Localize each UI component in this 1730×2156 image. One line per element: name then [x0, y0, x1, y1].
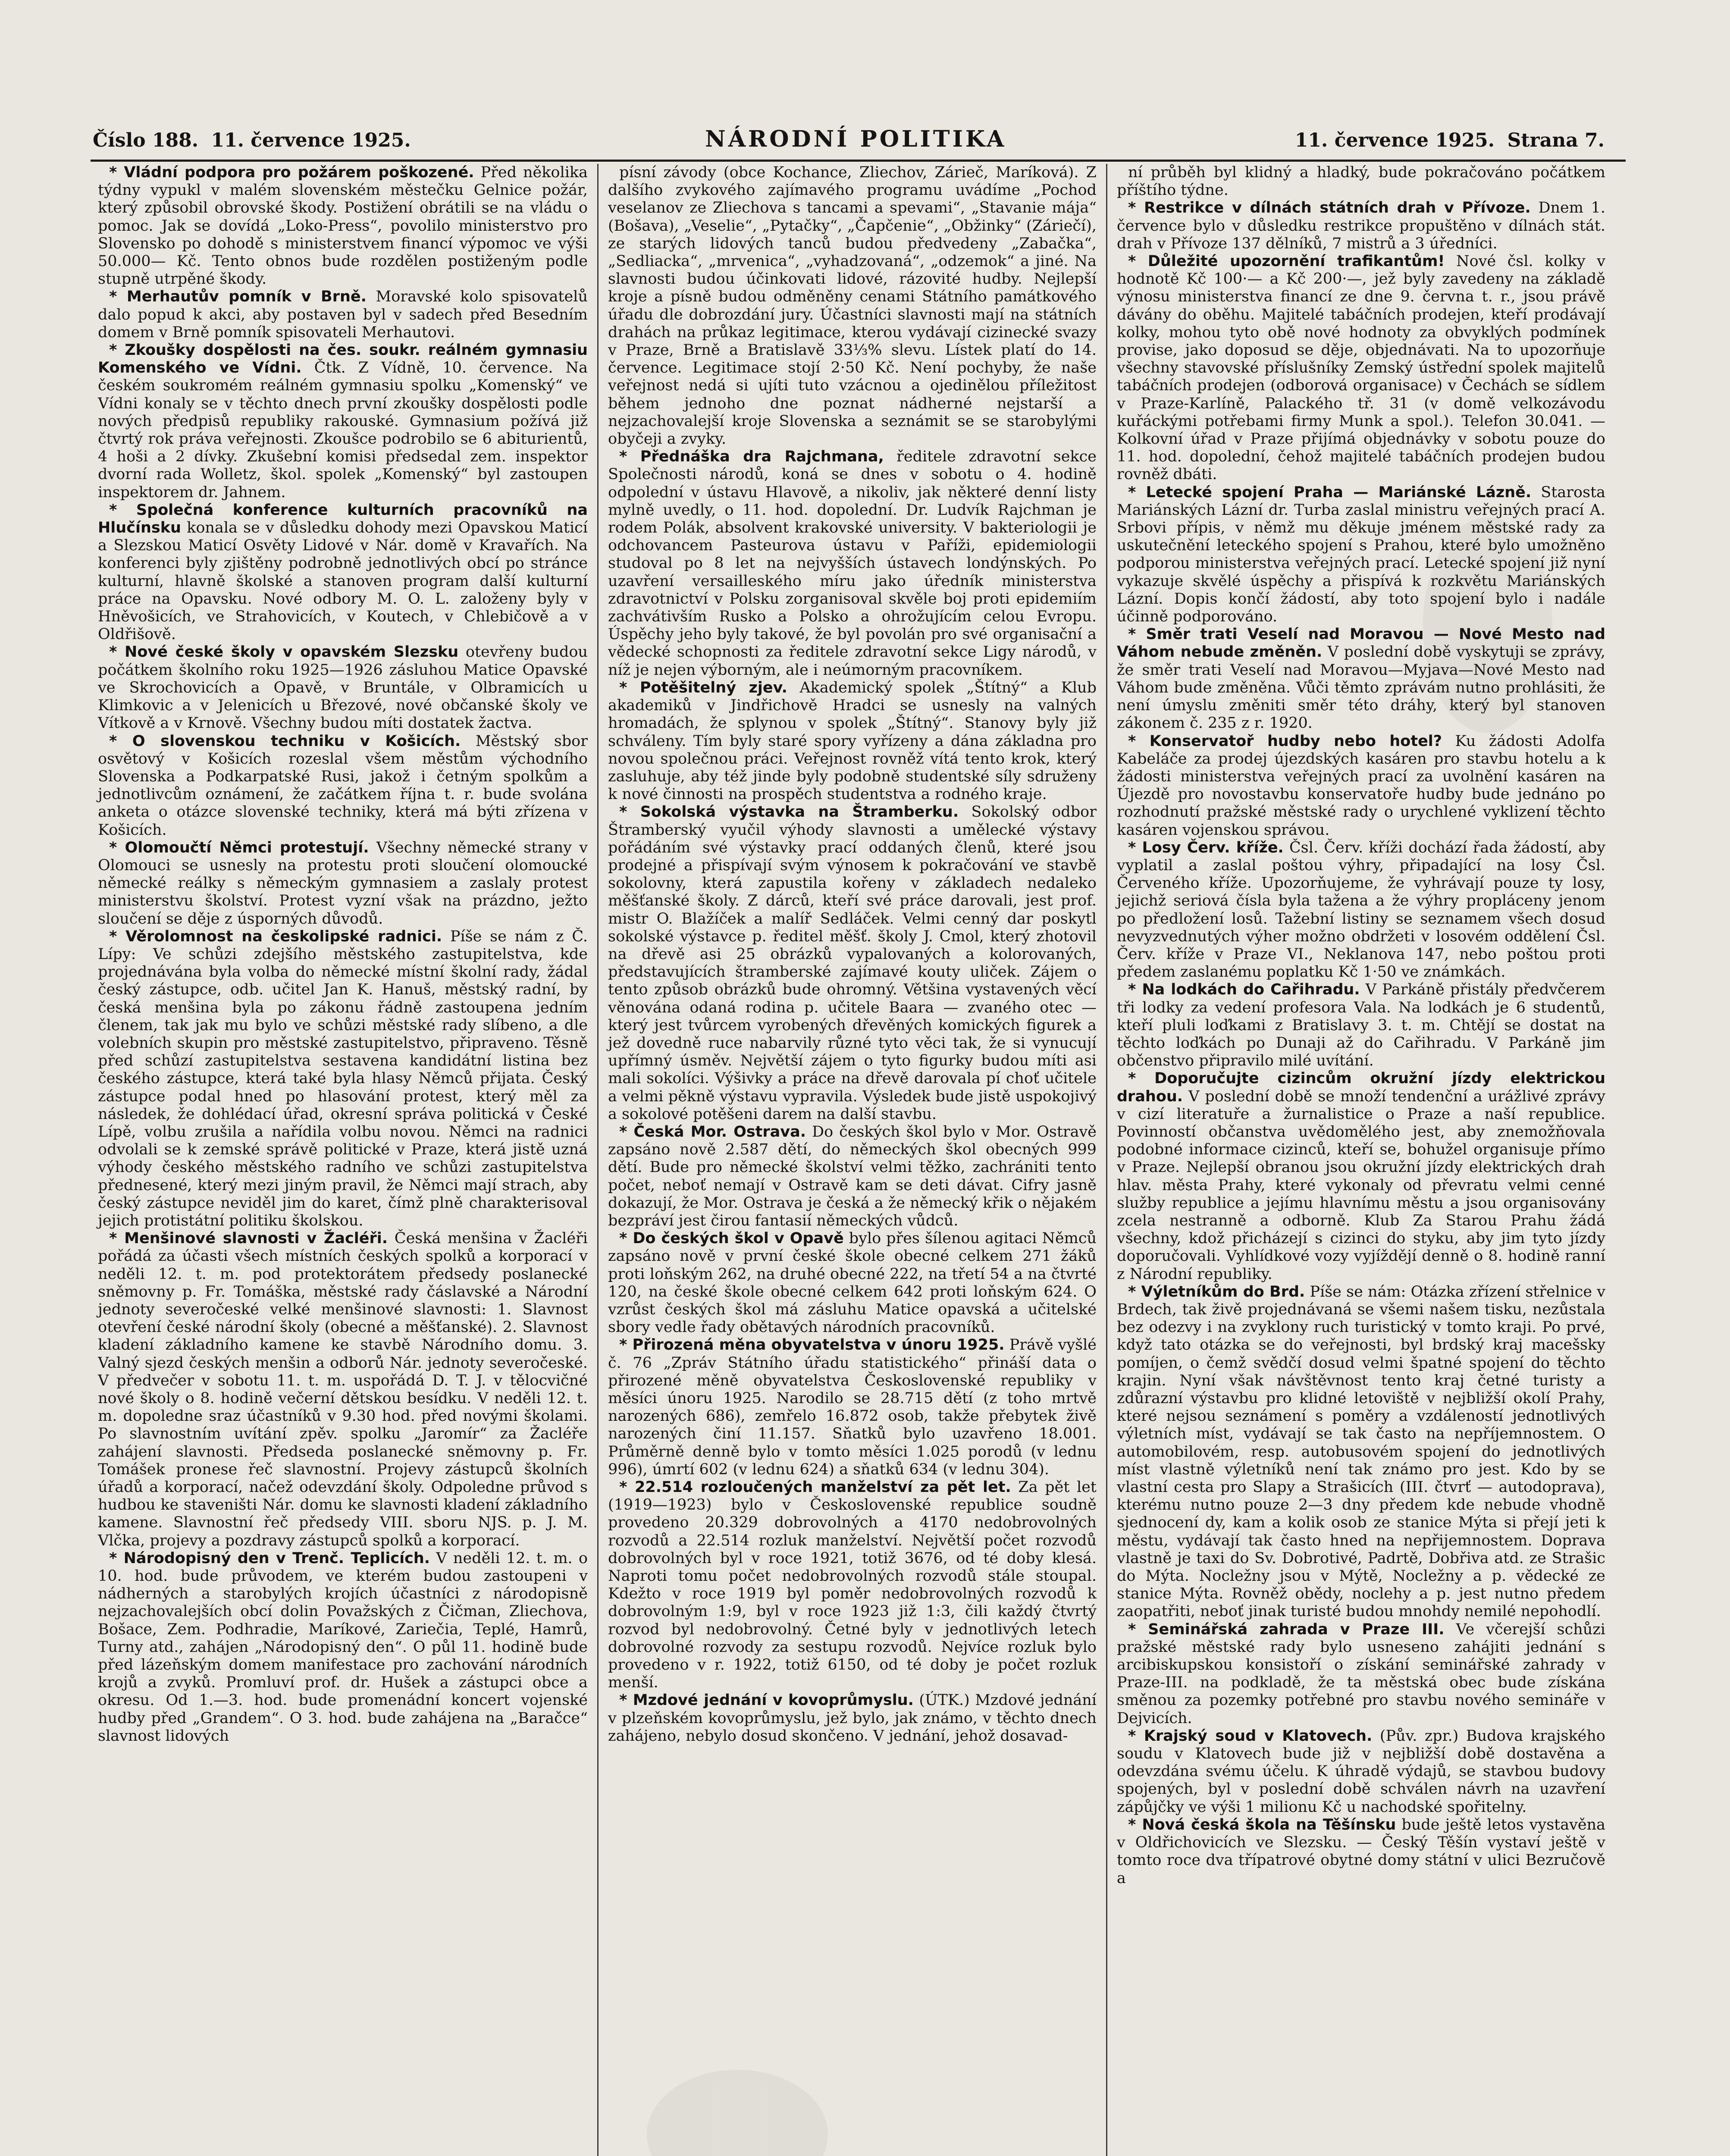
news-item [1117, 1283, 1605, 1621]
news-item-text: Starosta Mariánských Lázní dr. Turba zaslal ministru veřejných prací A. Srbovi přípis, v němž mu děkuje jménem městské rady za uskutečnění leteckého spojení s Prahou, které bylo umožněno podporou ministerstva veřejných prací. Letecké spojení již nyní vykazuje skvělé úspěchy a přispívá k rozkvětu Mariánských Lázní. Dopis končí žádostí, aby toto spojení bylo i nadále účinně podporováno. [1117, 483, 1605, 626]
column-1 [88, 164, 597, 2156]
news-item [1117, 484, 1605, 626]
news-item-text: Akademický spolek „Štítný“ a Klub akademiků v Jindřichově Hradci se usnesly na valných hromadách, že splynou v spolek „Štítný“. Stanovy byly již schváleny. Tím byly staré spory vyřízeny a dána základna pro novou společnou práci. Veřejnost rovněž vítá tento krok, který zasluhuje, aby též jinde byly podobně studentské síly sdruženy k nové činnosti na prospěch studentstva a rodného kraje. [608, 679, 1097, 803]
news-item-text: (Pův. zpr.) Budova krajského soudu v Klatovech bude již v nejbližší době dostavěna a odevzdána svému účelu. K úhradě výdajů, se stavbou budovy spojených, byl v poslední době schválen návrh na uzavření zápůjčky ve výši 1 milionu Kč u nachodské spořitelny. [1117, 1727, 1605, 1816]
news-item-title: * Sokolská výstavka na Štramberku. [619, 803, 959, 821]
news-item-text: Před několika týdny vypukl v malém slovenském městečku Gelnice požár, který způsobil obrovské škody. Postižení obrátili se na vládu o pomoc. Jak se dovídá „Loko-Press“, povolilo ministerstvo pro Slovensko po dohodě s ministerstvem financí výpomoc ve výši 50.000— Kč. Tento obnos bude rozdělen postiženým podle stupně utrpěné škody. [98, 164, 588, 288]
header-right [1295, 129, 1611, 151]
news-item-text: Dnem 1. července bylo v důsledku restrikce propuštěno v dílnách stát. drah v Přívoze 137 dělníků, 7 mistrů a 3 úředníci. [1117, 199, 1605, 252]
news-item-title: * Věrolomnost na českolipské radnici. [109, 928, 442, 945]
news-item-title: * Konservatoř hudby nebo hotel? [1128, 732, 1442, 750]
news-item [608, 679, 1097, 803]
news-item-title: * Národopisný den v Trenč. Teplicích. [109, 1549, 430, 1567]
news-item [98, 928, 588, 1230]
news-item [98, 1550, 588, 1745]
news-item-text: bylo přes šílenou agitaci Němců zapsáno nově v první české škole obecné celkem 271 žáků proti loňským 262, na druhé obecné 222, na třetí 54 a na čtvrté 120, na české škole obecné celkem 642 proti loňským 624. O vzrůst českých škol má zásluhu Matice opavská a učitelské sbory vedle řady obětavých národních pracovníků. [608, 1230, 1097, 1336]
news-item-title: * Nová česká škola na Těšínsku [1128, 1816, 1396, 1833]
header-rule [91, 160, 1626, 162]
news-item-title: * Losy Červ. kříže. [1128, 839, 1284, 856]
news-item-title: * Do českých škol v Opavě [619, 1230, 844, 1247]
news-item-title: * Letecké spojení Praha — Mariánské Lázně. [1128, 483, 1532, 501]
news-item [1117, 164, 1605, 199]
page-number: Strana 7. [1507, 129, 1605, 151]
news-item [608, 1336, 1097, 1479]
header-left [93, 129, 417, 151]
news-item-text: Ku žádosti Adolfa Kabeláče za prodej újezdských kasáren pro stavbu hotelu a k žádosti ministerstva veřejných prací za uvolnění kasáren na Újezdě pro novostavbu konservatoře hudby bude jednáno po rozhodnutí pražské městské rady o urychlené vyklizení těchto kasáren vojenskou správou. [1117, 732, 1605, 839]
issue-date: 11. července 1925. [211, 129, 411, 151]
news-item [608, 1479, 1097, 1692]
news-item-title: * Vládní podpora pro požárem poškozené. [109, 164, 474, 181]
news-item-text: Moravské kolo spisovatelů dalo popud k akci, aby postaven byl v sadech před Besedním domem v Brně pomník spisovateli Merhautovi. [98, 288, 588, 341]
news-item-text: Píše se nám z Č. Lípy: Ve schůzi zdejšího městského zastupitelstva, kde projednávána byla volba do německé místní školní rady, žádal český zástupce, odb. učitel Jan K. Hanuš, městský radní, by česká menšina byla po zákonu řádně zastoupena jedním členem, tak jak mu bylo ve schůzi městské rady slíbeno, a dle volebních skupin pro městské zastupitelstvo, připraveno. Těsně před schůzí zastupitelstva sestavena kandidátní listina bez českého zástupce, která také byla hlasy Němců přijata. Český zástupce podal hned po hlasování protest, který měl za následek, že dohlédací úřad, okresní správa politická v České Lípě, volbu zrušila a nařídila volbu novou. Němci na radnici odvolali se k zemské správě politické v Praze, která jistě uzná výhody českého městského radního ve schůzi zastupitelstva přednesené, který mezi jiným pravil, že Němci mají strach, aby český zástupce neviděl jim do karet, čímž plně charakterisoval jejich protistátní politiku školskou. [98, 928, 588, 1229]
column-3 [1106, 164, 1615, 2156]
news-item [608, 164, 1097, 448]
news-item-title: * Důležité upozornění trafikantům! [1128, 253, 1445, 270]
news-item-text: V Parkáně přistály předvčerem tři lodky za vedení profesora Vala. Na lodkách je 6 studentů, kteří pluli loďkami z Bratislavy 3. t. m. Chtějí se dostat na těchto loďkách po Dunaji až do Cařihradu. V Parkáně jim občenstvo připravilo milé uvítání. [1117, 981, 1605, 1070]
news-item-text: Do českých škol bylo v Mor. Ostravě zapsáno nově 2.587 dětí, do německých škol obecných 999 dětí. Bude pro německé školství velmi těžko, zachrániti tento počet, neboť nemají v Ostravě kam se deti dávat. Cifry jasně dokazují, že Mor. Ostrava je česká a že německý křik o nějakém bezpráví jest čirou fantasií německých vůdců. [608, 1123, 1097, 1229]
column-2 [597, 164, 1106, 2156]
news-item-text: V poslední době vyskytuji se zprávy, že směr trati Veselí nad Moravou—Myjava—Nové Mesto nad Váhom bude změněna. Vůči těmto zprávám nutno prohlásiti, že není úmyslu změniti směr této dráhy, který byl stanoven zákonem č. 235 z r. 1920. [1117, 643, 1605, 732]
news-item-text: ní průběh byl klidný a hladký, bude pokračováno počátkem příštího týdne. [1117, 164, 1605, 199]
news-item-text: konala se v důsledku dohody mezi Opavskou Maticí a Slezskou Maticí Osvěty Lidové v Nár. domě v Kravařích. Na konferenci byly zjištěny podrobně jednotlivých obcí po stránce kulturní, hlavně školské a stanoven program další kulturní práce na Opavsku. Nové odbory M. O. L. založeny byly v Hněvošicích, ve Strahovicích, v Koutech, v Chlebičově a v Oldřišově. [98, 519, 588, 643]
news-item [98, 839, 588, 928]
news-item-title: * Přednáška dra Rajchmana, [619, 448, 884, 466]
news-item-title: * Směr trati Veselí nad Moravou — Nové Mesto nad Váhom nebude změněn. [1117, 626, 1605, 661]
news-item-text: V neděli 12. t. m. o 10. hod. bude průvodem, ve kterém budou zastoupeni v nádherných a starobylých krojích účastníci z národopisně nejzachovalejších obcí dolin Považských z Čičman, Zliechova, Bošace, Zem. Podhradie, Maríkové, Zariečia, Teplé, Hamrů, Turny atd., zahájen „Národopisný den“. O půl 11. hodině bude před lázeňským domem manifestace pro zachování národních krojů a zvyků. Promluví prof. dr. Hušek a zástupci obce a okresu. Od 1.—3. hod. bude promenádní koncert vojenské hudby před „Grandem“. O 3. hod. bude zahájena na „Baračce“ slavnost lidových [98, 1549, 588, 1745]
news-item [1117, 1816, 1605, 1887]
news-item-title: * Mzdové jednání v kovoprůmyslu. [619, 1692, 914, 1709]
news-item [98, 288, 588, 342]
news-item [1117, 733, 1605, 839]
news-item-text: Právě vyšlé č. 76 „Zpráv Státního úřadu statistického“ přináší data o přirozené měně obyvatelstva Československé republiky v měsíci únoru 1925. Narodilo se 28.715 dětí (z toho mrtvě narozených 686), zemřelo 16.872 osob, takže přebytek živě narozených činí 11.157. Sňatků bylo uzavřeno 18.001. Průměrně denně bylo v tomto měsíci 1.025 porodů (v lednu 996), úmrtí 602 (v lednu 624) a sňatků 634 (v lednu 304). [608, 1336, 1097, 1478]
news-item-title: * Krajský soud v Klatovech. [1128, 1727, 1373, 1745]
news-item [1117, 1727, 1605, 1816]
news-item-title: * Potěšitelný zjev. [619, 679, 787, 696]
news-item [1117, 253, 1605, 484]
news-item [1117, 626, 1605, 732]
news-item-title: * Výletníkům do Brd. [1128, 1283, 1305, 1300]
news-item-text: Nové čsl. kolky v hodnotě Kč 100·— a Kč 200·—, jež byly zavedeny na základě výnosu ministerstva financí ze dne 9. června t. r., jsou právě dávány do oběhu. Majitelé tabáčních prodejen, kteří prodávají kolky, mohou tyto obě nové hodnoty za obvyklých podmínek provise, jako doposud se děje, objednávati. Na to upozorňuje všechny stavovské příslušníky Zemský ústřední spolek majitelů tabáčních prodejen (odborová organisace) v Čechách se sídlem v Praze-Karlíně, Palackého tř. 31 (v domě velkozávodu kuřáckými potřebami firmy Munk a spol.). Telefon 30.041. — Kolkovní úřad v Praze přijímá objednávky v sobotu pouze do 11. hod. dopolední, čehož majitelé tabáčních prodejen budou rovněž dbáti. [1117, 253, 1606, 483]
news-item-title: * Na lodkách do Cařihradu. [1128, 981, 1360, 999]
news-item-text: písní závody (obce Kochance, Zliechov, Zárieč, Maríková). Z dalšího zvykového zajímavého programu uvádíme „Pochod veselanov ze Zliechova s tancami a spevami“, „Stavanie mája“ (Bošava), „Veselie“, „Pytačky“, „Čapčenie“, „Obžinky“ (Záriečí), ze starých lidových tanců budou předvedeny „Zabačka“, „Sedliacka“, „mrvenica“, „vyhadzovaná“, „odzemok“ a jiné. Na slavnosti budou účinkovati lidové, rázovité hudby. Nejlepší kroje a písně budou odměněny cenami Státního památkového úřadu dle dobrozdání jury. Účastníci slavnosti mají na státních drahách na průkaz legitimace, kterou vydávají cizinecké svazy v Praze, Brně a Bratislavě 33⅓% slevu. Lístek platí do 14. července. Legitimace stojí 2·50 Kč. Není pochyby, že naše veřejnost nedá si ujíti tuto vzácnou a ojedinělou příležitost během jednoho dne poznat nádherné nejstarší a nejzachovalejší kroje Slovenska a seznámit se se starobylými obyčeji a zvyky. [608, 164, 1097, 448]
news-item [98, 733, 588, 839]
news-item [98, 342, 588, 501]
news-item [98, 1230, 588, 1550]
masthead: NÁRODNÍ POLITIKA [705, 126, 1007, 152]
news-item [608, 448, 1097, 679]
news-item-text: Za pět let (1919—1923) bylo v Československé republice soudně provedeno 20.329 dobrovolných a 4170 nedobrovolných rozvodů a 22.514 rozluk manželství. Největší počet rozvodů dobrovolných byl v roce 1921, totiž 3676, od té doby klesá. Naproti tomu počet nedobrovolných rozvodů stále stoupal. Kdežto v roce 1919 byl poměr nedobrovolných rozvodů k dobrovolným 1:9, byl v roce 1923 již 1:3, čili každý čtvrtý rozvod byl nedobrovolný. Četné byly v jednotlivých letech dobrovolné rozvody za sestupu rozvodů. Nejvíce rozluk bylo provedeno v r. 1922, totiž 6150, od té doby je počet rozluk menší. [608, 1479, 1097, 1692]
news-item-title: * Olomoučtí Němci protestují. [109, 839, 369, 856]
header-date: 11. července 1925. [1294, 129, 1495, 151]
news-item [98, 643, 588, 732]
news-item-text: V poslední době se množí tendenční a urážlivé zprávy v cizí literatuře a žurnalistice o Praze a naší republice. Povinností občanstva uvědomělého jest, aby znemožňovala podobné informace cizinců, kteří se, bohužel organisuje přímo v Praze. Nejlepší obranou jsou okružní jízdy elektrických drah hlav. města Prahy, které vykonaly od převratu velmi cenné služby republice a jejímu hlavnímu městu a jsou organisovány zcela nestranně a odborně. Klub Za Starou Prahu žádá všechny, kdož přicházejí s cizinci do styku, aby jim tyto jízdy doporučovali. Vyhlídkové vozy vyjíždějí denně o 8. hodině ranní z Národní republiky. [1117, 1087, 1605, 1283]
news-item-title: * O slovenskou techniku v Košicích. [109, 732, 461, 750]
news-item [1117, 839, 1605, 981]
news-item-title: * Zkoušky dospělosti na čes. soukr. reálném gymnasiu Komenského ve Vídni. [98, 342, 588, 377]
news-item-text: ředitele zdravotní sekce Společnosti národů, koná se dnes v sobotu o 4. hodině odpolední v ústavu Hlavově, a nikoliv, jak některé denní listy mylně uvedly, o 11. hod. dopolední. Dr. Ludvík Rajchman je rodem Polák, absolvent krakovské university. V bakteriologii je odchovancem Pasteurova ústavu v Paříži, epidemiologii studoval po 8 let na nejvyšších ústavech londýnských. Po uzavření versailleského míru jako úředník ministerstva zdravotnictví v Polsku zorganisoval skvěle boj proti epidemiím zachvátivším Rusko a Polsko a ohrožujícím celou Evropu. Úspěchy jeho byly takové, že byl povolán pro své organisační a vědecké schopnosti za ředitele zdravotní sekce Ligy národů, v níž je nejen výborným, ale i neúmorným pracovníkem. [608, 448, 1097, 679]
news-item-text: Čsl. Červ. kříži dochází řada žádostí, aby vyplatil a zaslal poštou výhry, připadající na losy Čsl. Červeného kříže. Upozorňujeme, že vyhrávají pouze ty losy, jejichž seriová čísla byla tažena a že výhry propláceny jenom po předložení losů. Tažební listiny se seznamem všech dosud nevyzvednutých výher možno obdržeti v losovém oddělení Čsl. Červ. kříže v Praze VI., Neklanova 147, nebo poštou proti předem zaslanému poplatku Kč 1·50 ve známkách. [1117, 839, 1605, 981]
news-item [98, 501, 588, 644]
news-item [1117, 1070, 1605, 1283]
news-item-text: Sokolský odbor Štramberský vyučil výhody slavnosti a umělecké výstavy pořádáním své výstavky prací oddaných členů, které jsou prodejné a přispívají svým výnosem k pokračování ve stavbě sokolovny, která zapustila kořeny v základech nedaleko měšťanské školy. Z dárců, kteří své práce darovali, jest prof. mistr O. Blažíček a malíř Sedláček. Velmi cenný dar poskytl sokolské výstavce p. ředitel měšť. školy J. Cmol, který zhotovil na dřevě asi 25 obrázků vypalovaných a kolorovaných, představujících štramberské zajímavé kouty uliček. Zájem o tento způsob obrázků bude ohromný. Většina vystavených věcí věnována odaná rodina p. učitele Baara — zvaného otec — který jest tvůrcem vyrobených dřevěných komických figurek a jež dovedně ruce nabarvily různé tyto věci tak, že si vynucují upřímný úsměv. Největší zájem o tyto figurky budou míti asi mali sokolíci. Výšivky a práce na dřevě darovala pí choť učitele a velmi pěkně výstavu vypravila. Výsledek bude jistě uspokojivý a sokolové potěšeni darem na další stavbu. [608, 803, 1097, 1123]
news-item-title: * Česká Mor. Ostrava. [619, 1123, 806, 1141]
news-item [608, 1230, 1097, 1336]
news-item-title: * Společná konference kulturních pracovníků na Hlučínsku [98, 501, 588, 537]
news-item-text: otevřeny budou počátkem školního roku 1925—1926 zásluhou Matice Opavské ve Skrochovicích a Opavě, v Bruntále, v Olbramicích u Klimkovic a v Jelenicích u Březové, nové občanské školy ve Vítkově a v Krnově. Všechny budou míti dostatek žactva. [98, 643, 588, 732]
news-item-title: * 22.514 rozloučených manželství za pět let. [619, 1479, 1011, 1496]
news-item-title: * Doporučujte cizincům okružní jízdy elektrickou drahou. [1117, 1070, 1605, 1105]
news-item-text: Česká menšina v Žacléři pořádá za účasti všech místních českých spolků a korporací v neděli 12. t. m. pod protektorátem předsedy poslanecké sněmovny p. Fr. Tomáška, městské rady čáslavské a Národní jednoty severočeské velké menšinové slavnosti: 1. Slavnost otevření české národní školy (obecné a měšťanské). 2. Slavnost kladení základního kamene ke stavbě Národního domu. 3. Valný sjezd českých menšin a odborů Nár. jednoty severočeské. V předvečer v sobotu 11. t. m. uspořádá D. T. J. v tělocvičné nové školy o 8. hodině večerní dětskou besídku. V neděli 12. t. m. dopoledne sraz účastníků v 9.30 hod. před novými školami. Po slavnostním uvítání zpěv. spolku „Jaromír“ za Žacléře zahájení slavnosti. Předseda poslanecké sněmovny p. Fr. Tomášek pronese řeč slavnostní. Projevy zástupců školních úřadů a korporací, načež odevzdání školy. Odpoledne průvod s hudbou ke staveništi Nár. domu ke slavnosti kladení základního kamene. Slavnostní řeč předsedy VIII. sboru NJS. p. J. M. Vlčka, projevy a pozdravy zástupců spolků a korporací. [98, 1230, 588, 1549]
issue-number: Číslo 188. [93, 129, 199, 151]
news-item-title: * Přirozená měna obyvatelstva v únoru 1925. [619, 1336, 1005, 1354]
news-item [1117, 981, 1605, 1070]
news-item-title: * Seminářská zahrada v Praze III. [1128, 1620, 1445, 1638]
news-item-text: Všechny německé strany v Olomouci se usnesly na protestu proti sloučení olomoucké německé reálky s německým gymnasiem a zaslaly protest ministerstvu školství. Protest vyzní však na prázdno, ježto sloučení se děje z úsporných důvodů. [98, 839, 588, 928]
news-item [1117, 199, 1605, 253]
news-item [608, 1692, 1097, 1745]
article-columns [88, 164, 1632, 2156]
news-item-text: (ÚTK.) Mzdové jednání v plzeňském kovoprůmyslu, jež bylo, jak známo, v těchto dnech zahájeno, nebylo dosud skončeno. V jednání, jehož dosavad- [608, 1692, 1097, 1745]
news-item-text: Městský sbor osvětový v Košicích rozeslal všem městům východního Slovenska a Podkarpatské Rusi, jakož i četným spolkům a jednotlivcům oznámení, že začátkem října t. r. bude svolána anketa o otázce slovenské techniky, která má býti zřízena v Košicích. [98, 732, 588, 839]
news-item-title: * Nové české školy v opavském Slezsku [109, 643, 459, 661]
news-item [608, 803, 1097, 1123]
news-item-title: * Merhautův pomník v Brně. [109, 288, 367, 306]
news-item-text: Ve včerejší schůzi pražské městské rady bylo usneseno zahájiti jednání s arcibiskupskou konsistoří o získání seminářské zahrady v Praze-III. na podkladě, že ta městská obec bude získána směnou za pozemky potřebné pro stavbu nového semináře v Dejvicích. [1117, 1620, 1605, 1727]
news-item-title: * Menšinové slavnosti v Žacléři. [109, 1230, 388, 1247]
news-item-text: Píše se nám: Otázka zřízení střelnice v Brdech, tak živě projednávaná se všemi našem tisku, nezůstala bez odezvy i na zvyklony ruch turistický v tomto kraji. Po prvé, když tato otázka se do veřejnosti, byl brdský kraj macešsky pomíjen, o čemž svědčí dosud velmi špatné spojení do těchto krajin. Nyní však návštěvnost tento kraj četné turisty a zdůrazní výstavbu pro klidné letoviště v nejbližší okolí Prahy, které nejsou seznámení s poměry a vzdáleností jednotlivých výletních míst, vydávají se tak často na nepříjemnostem. O automobilovém, resp. autobusovém spojení do jednotlivých míst vlastně výletníků není tak známo pro jest. Kdo by se vlastní cesta pro Slapy a Strašicích (III. čtvrť — autodoprava), kterému nutno pouze 2—3 dny předem kde nebude vhodně sjednocení dy, kam a kolik osob ze stanice Mýta si přejí jeti k městu, vydávají tak často hned na nepřijemnostem. Doprava vlastně je taxi do Sv. Dobrotivé, Padrtě, Dobřiva atd. ze Strašic do Mýta. Nocležny jsou v Mýtě, Nocležny a p. vědecké ze stanice Mýta. Rovněž obědy, noclehy a p. jest nutno předem zaopatřiti, neboť jinak turisté budou mnohdy nemilé nepohodlí. [1117, 1283, 1605, 1620]
page-header [93, 126, 1611, 157]
news-item-text: Čtk. Z Vídně, 10. července. Na českém soukromém reálném gymnasiu spolku „Komenský“ ve Vídni konaly se v těchto dnech první zkoušky dospělosti podle nových předpisů republiky rakouské. Gymnasium požívá již čtvrtý rok práva veřejnosti. Zkoušce podrobilo se 6 abiturientů, 4 hoši a 2 dívky. Zkušební komisi předsedal zem. inspektor dvorní rada Wolletz, škol. spolek „Komenský“ byl zastoupen inspektorem dr. Jahnem. [98, 359, 588, 501]
news-item [1117, 1621, 1605, 1727]
news-item-text: bude ještě letos vystavěna v Oldřichovicích ve Slezsku. — Český Těšín vystaví ještě v tomto roce dva třípatrové obytné domy státní v ulici Bezručově a [1117, 1816, 1605, 1887]
news-item-title: * Restrikce v dílnách státních drah v Přívoze. [1128, 199, 1531, 217]
news-item [98, 164, 588, 288]
news-item [608, 1123, 1097, 1230]
